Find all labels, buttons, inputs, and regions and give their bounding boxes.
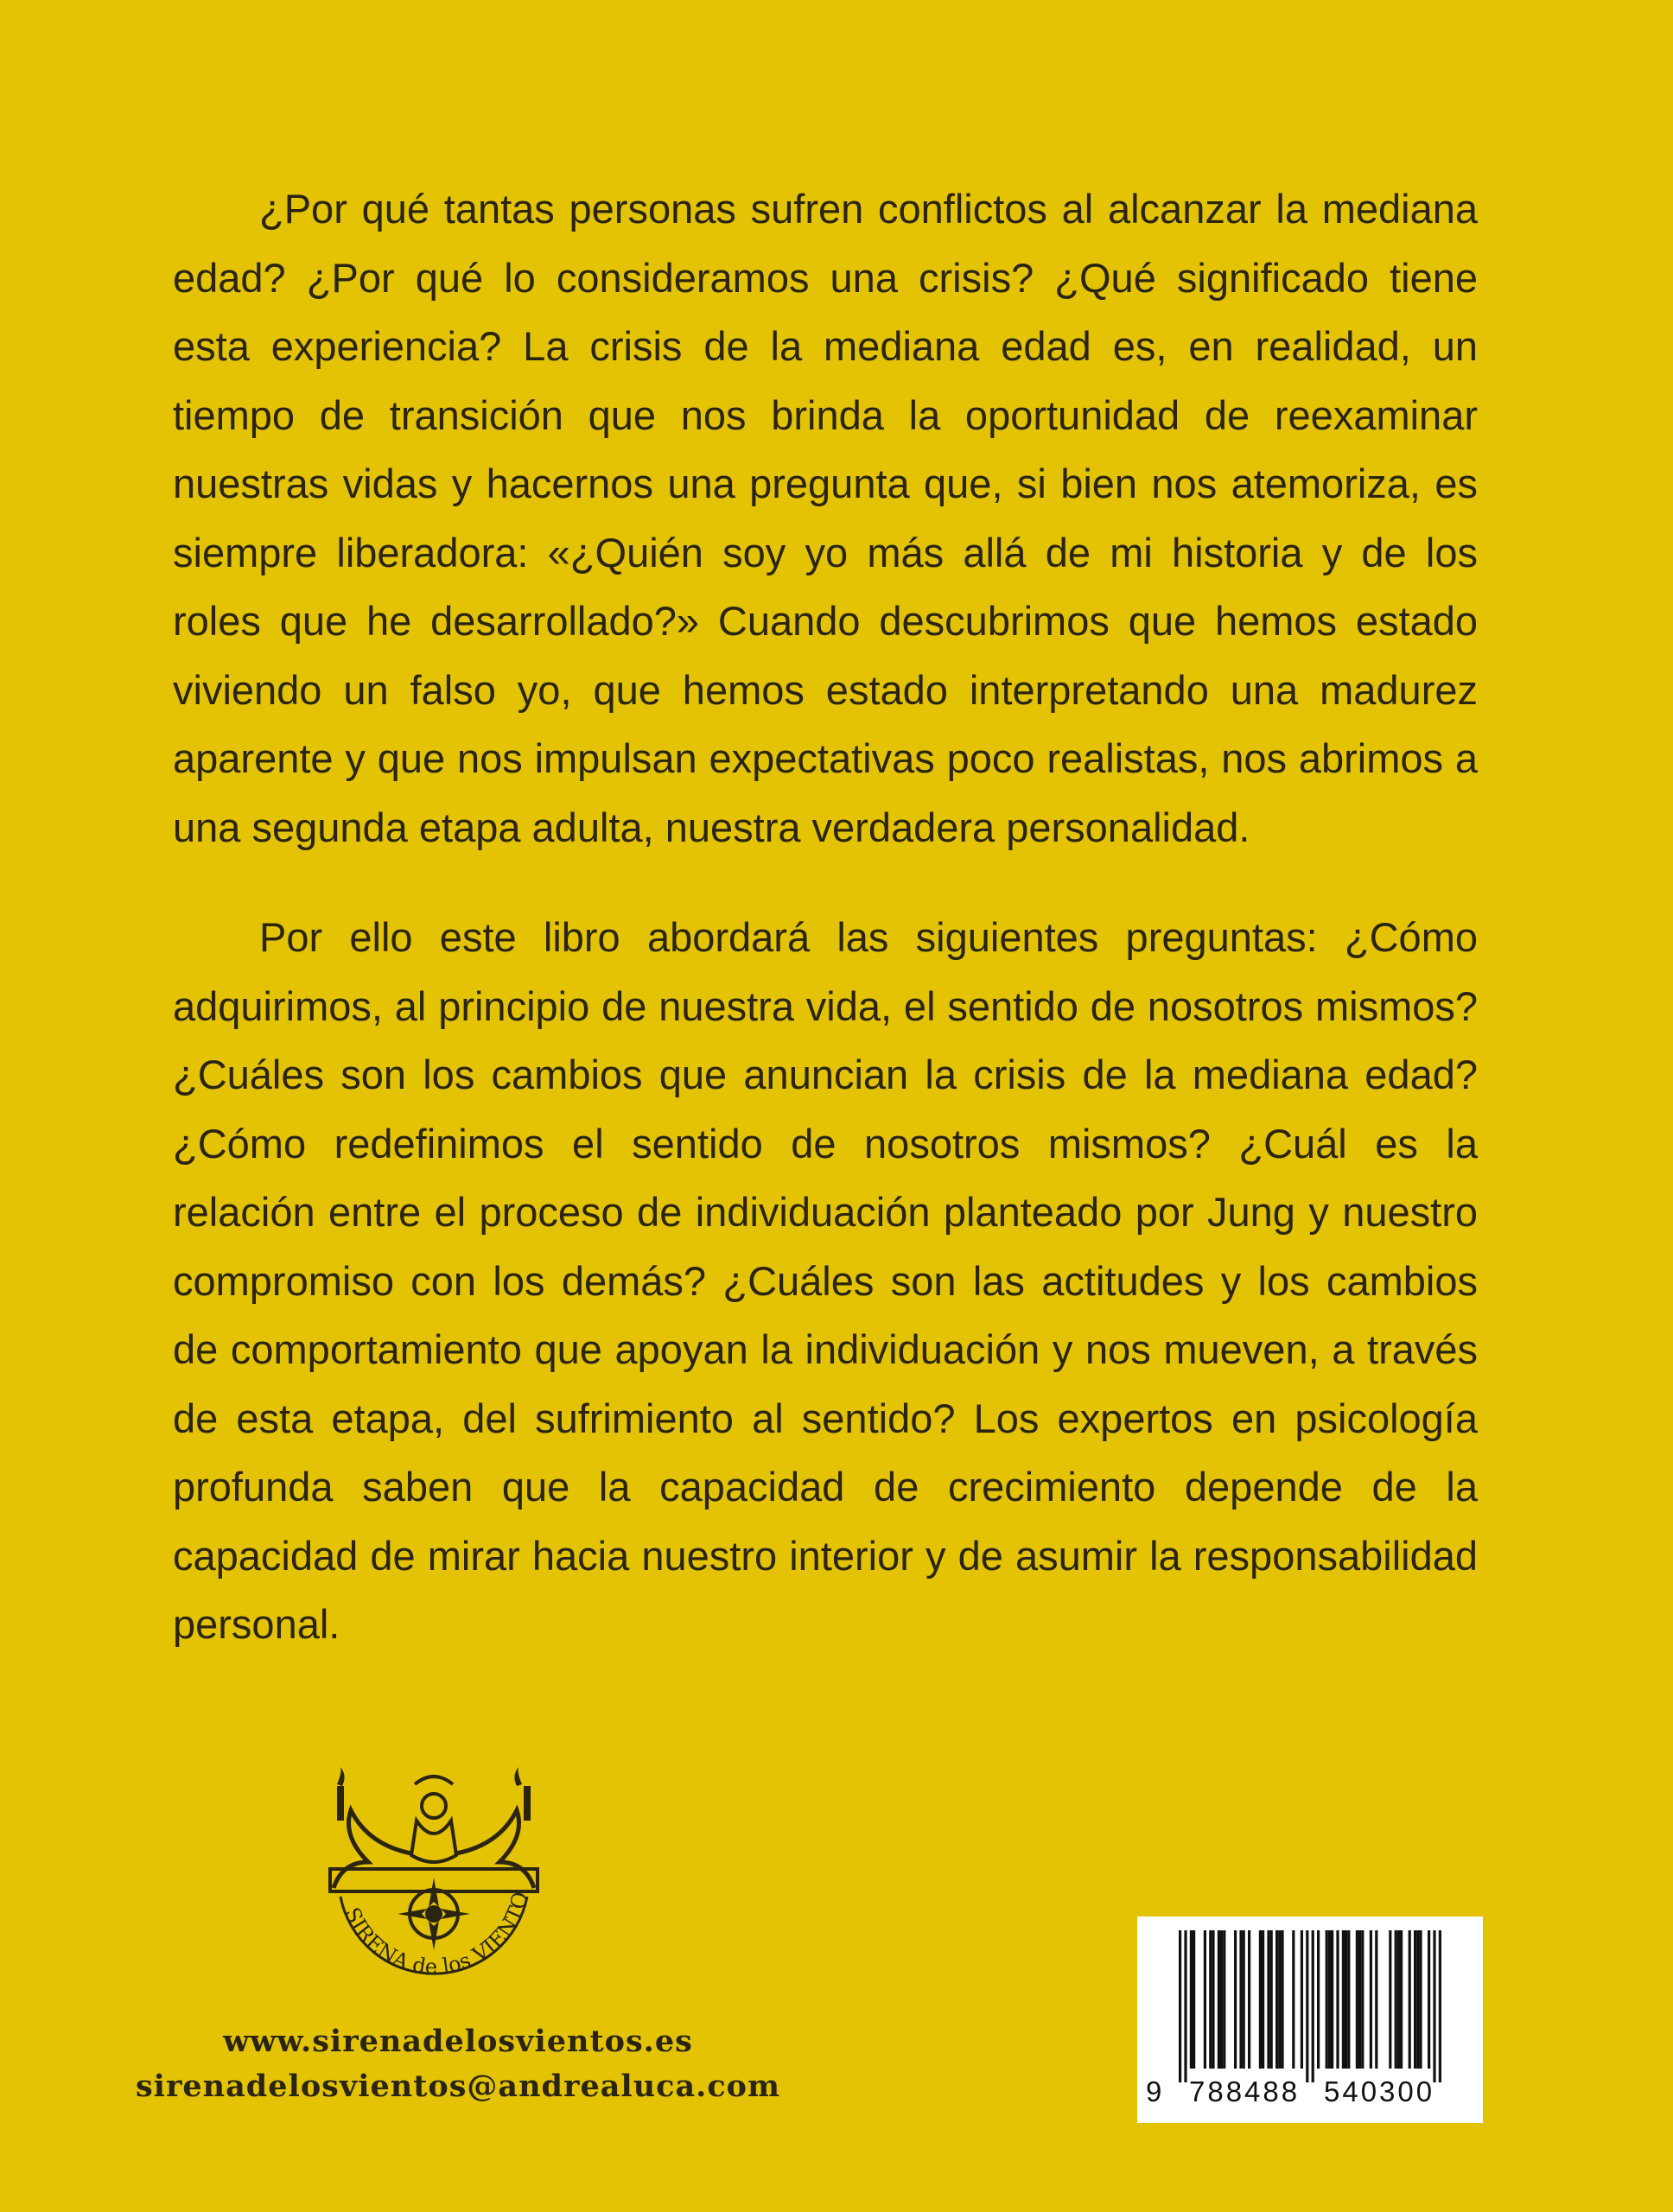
barcode-bar — [1223, 1930, 1225, 2069]
barcode-bar — [1212, 1930, 1214, 2069]
barcode-bar — [1190, 1930, 1193, 2069]
barcode-bar — [1209, 1930, 1212, 2069]
barcode-bar — [1267, 1930, 1269, 2069]
barcode-bar — [1248, 1930, 1250, 2069]
barcode-bar — [1400, 1930, 1403, 2069]
barcode-bar — [1409, 1930, 1411, 2069]
isbn-right-digits: 540300 — [1324, 2075, 1435, 2107]
siren-compass-emblem-icon — [321, 1767, 546, 2000]
barcode-bar — [1306, 1930, 1308, 2082]
barcode-bar — [1262, 1930, 1264, 2069]
synopsis-paragraph-1 — [173, 175, 1478, 861]
barcode-bar — [1179, 1930, 1181, 2082]
barcode-bar — [1397, 1930, 1400, 2069]
barcode-bar — [1428, 1930, 1430, 2069]
synopsis-paragraph-2 — [173, 903, 1478, 1659]
barcode-bar — [1361, 1930, 1364, 2069]
barcode-bar — [1234, 1930, 1237, 2069]
barcode-bar — [1414, 1930, 1416, 2069]
barcode-bar — [1389, 1930, 1391, 2069]
synopsis-text-2: Por ello este libro abordará las siguientes preguntas: ¿Cómo adquirimos, al principio de nuestra vida, el sentido de nosotros mismos? ¿Cuáles son los cambios que anuncian la crisis de la mediana edad? ¿Cómo redefinimos el sentido de nosotros mismos? ¿Cuál es la relación entre el proceso de individuación planteado por Jung y nuestro compromiso con los demás? ¿Cuáles son las actitudes y los cambios de comportamiento que apoyan la individuación y nos mueven, a través de esta etapa, del sufrimiento al sentido? Los expertos en psicología profunda saben que la capacidad de crecimiento depende de la capacidad de mirar hacia nuestro interior y de asumir la responsabilidad personal. — [173, 914, 1478, 1647]
synopsis-text-1: ¿Por qué tantas personas sufren conflictos al alcanzar la mediana edad? ¿Por qué lo consideramos una crisis? ¿Qué significado tiene esta experiencia? La crisis de la mediana edad es, en realidad, un tiempo de transición que nos brinda la oportunidad de reexaminar nuestras vidas y hacernos una pregunta que, si bien nos atemoriza, es siempre liberadora: «¿Quién soy yo más allá de mi historia y de los roles que he desarrollado?» Cuando descubrimos que hemos estado viviendo un falso yo, que hemos estado interpretando una madurez aparente y que nos impulsan expectativas poco realistas, nos abrimos a una segunda etapa adulta, nuestra verdadera personalidad. — [173, 186, 1478, 850]
barcode-bar — [1419, 1930, 1422, 2069]
barcode-bar — [1358, 1930, 1361, 2069]
barcode-bar — [1292, 1930, 1295, 2069]
publisher-website[interactable]: www.sirenadelosvientos.es — [223, 2024, 693, 2059]
barcode-bar — [1259, 1930, 1262, 2069]
barcode-bar — [1193, 1930, 1195, 2069]
barcode-bar — [1345, 1930, 1347, 2069]
barcode-bar — [1184, 1930, 1186, 2082]
barcode-bar — [1218, 1930, 1220, 2069]
barcode-bar — [1395, 1930, 1397, 2069]
barcode-bar — [1433, 1930, 1435, 2082]
barcode-bar — [1301, 1930, 1303, 2069]
barcode-bar — [1281, 1930, 1283, 2069]
isbn-first-digit: 9 — [1146, 2075, 1165, 2107]
barcode-bar — [1370, 1930, 1372, 2069]
barcode-bar — [1326, 1930, 1328, 2069]
publisher-logo — [321, 1767, 546, 2000]
barcode-bar — [1336, 1930, 1339, 2069]
barcode-bar — [1239, 1930, 1242, 2069]
isbn-barcode — [1137, 1916, 1483, 2123]
barcode-bar — [1220, 1930, 1223, 2069]
barcode-bar — [1243, 1930, 1245, 2069]
barcode-bar — [1270, 1930, 1273, 2069]
barcode-bar — [1342, 1930, 1345, 2069]
isbn-left-digits: 788488 — [1189, 2075, 1301, 2107]
barcode-bar — [1331, 1930, 1333, 2069]
barcode-bar — [1204, 1930, 1206, 2069]
barcode-bar — [1317, 1930, 1320, 2069]
barcode-bar — [1275, 1930, 1278, 2069]
barcode-bar — [1375, 1930, 1377, 2069]
barcode-bar — [1312, 1930, 1314, 2082]
barcode-bar — [1416, 1930, 1419, 2069]
publisher-email[interactable]: sirenadelosvientos@andrealuca.com — [135, 2069, 781, 2104]
logo-lettering: SIRENA de los VIENTO — [340, 1889, 533, 1980]
barcode-bar — [1356, 1930, 1358, 2069]
barcode-bar — [1278, 1930, 1281, 2069]
barcode-bar — [1328, 1930, 1331, 2069]
barcode-bar — [1439, 1930, 1441, 2082]
barcode-bar — [1347, 1930, 1350, 2069]
